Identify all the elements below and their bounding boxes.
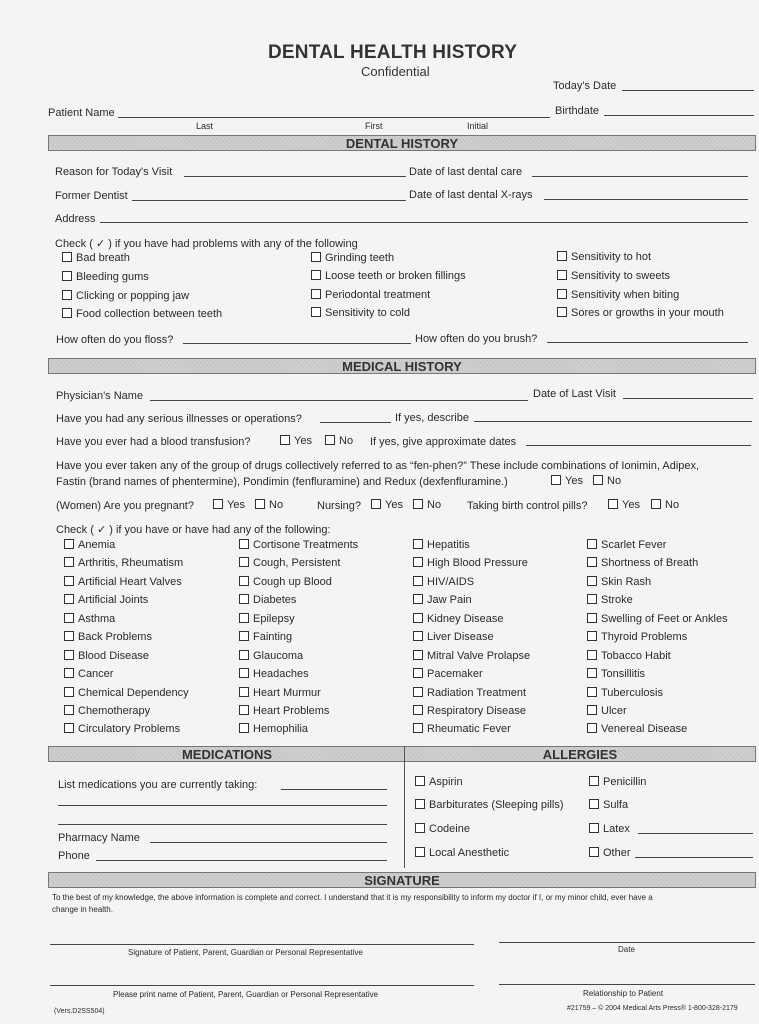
checkbox[interactable] xyxy=(415,847,425,857)
checkbox-label: Yes xyxy=(227,499,245,511)
condition-item[interactable] xyxy=(587,576,651,588)
checkbox[interactable] xyxy=(557,289,567,299)
checkbox[interactable] xyxy=(239,613,249,623)
form-title: DENTAL HEALTH HISTORY xyxy=(268,42,518,63)
nursing-no[interactable] xyxy=(413,499,441,511)
birth-control-label: Taking birth control pills? xyxy=(467,500,588,512)
checkbox[interactable] xyxy=(213,499,223,509)
condition-item[interactable] xyxy=(64,539,115,551)
condition-item[interactable] xyxy=(239,613,295,625)
nursing-label: Nursing? xyxy=(317,500,362,512)
describe-label: If yes, describe xyxy=(395,412,469,424)
checkbox-label: Chemical Dependency xyxy=(78,687,189,699)
print-name-caption: Please print name of Patient, Parent, Guardian or Personal Representative xyxy=(113,990,379,999)
checkbox-label: Cortisone Treatments xyxy=(253,539,359,551)
checkbox-label: Sores or growths in your mouth xyxy=(571,307,724,319)
allergy-item[interactable] xyxy=(589,799,628,811)
checkbox[interactable] xyxy=(413,613,423,623)
checkbox-label: Artificial Joints xyxy=(78,594,149,606)
checkbox-label: Latex xyxy=(603,823,630,835)
condition-item[interactable] xyxy=(239,631,292,643)
checkbox[interactable] xyxy=(589,847,599,857)
latex-field[interactable] xyxy=(638,833,753,834)
last-care-label: Date of last dental care xyxy=(409,166,523,178)
dental-history-header xyxy=(48,135,756,151)
checkbox[interactable] xyxy=(239,705,249,715)
condition-item[interactable] xyxy=(413,668,483,680)
checkbox[interactable] xyxy=(608,499,618,509)
physician-label: Physician's Name xyxy=(56,390,144,402)
describe-field[interactable] xyxy=(474,421,752,422)
checkbox[interactable] xyxy=(239,539,249,549)
checkbox[interactable] xyxy=(587,723,597,733)
condition-item[interactable] xyxy=(587,705,627,717)
checkbox[interactable] xyxy=(64,613,74,623)
checkbox-label: Yes xyxy=(622,499,640,511)
other-allergy-field[interactable] xyxy=(635,857,753,858)
checkbox[interactable] xyxy=(587,576,597,586)
checkbox[interactable] xyxy=(239,631,249,641)
checkbox-label: Other xyxy=(603,847,631,859)
condition-item[interactable] xyxy=(64,631,152,643)
checkbox-label: Stroke xyxy=(601,594,633,606)
birthdate-field[interactable] xyxy=(604,115,754,116)
physician-field[interactable] xyxy=(150,400,528,401)
checkbox-label: Tonsillitis xyxy=(601,668,646,680)
condition-item[interactable] xyxy=(64,594,148,606)
last-xrays-field[interactable] xyxy=(544,199,748,200)
checkbox-label: Yes xyxy=(565,475,583,487)
checkbox[interactable] xyxy=(413,576,423,586)
checkbox[interactable] xyxy=(587,594,597,604)
last-care-field[interactable] xyxy=(532,176,748,177)
condition-item[interactable] xyxy=(587,613,728,625)
checkbox[interactable] xyxy=(589,799,599,809)
checkbox-label: Yes xyxy=(385,499,403,511)
allergy-item[interactable] xyxy=(589,776,646,788)
checkbox[interactable] xyxy=(587,687,597,697)
condition-item[interactable] xyxy=(64,687,189,699)
condition-item[interactable] xyxy=(413,631,494,643)
checkbox-item[interactable] xyxy=(557,289,679,301)
fenphen-line-1: Have you ever taken any of the group of drugs collectively referred to as “fen-phen?” These include combinations of Ionimin, Adipex, xyxy=(56,460,700,472)
signature-statement-2: change in health. xyxy=(52,905,113,914)
checkbox-label: Fainting xyxy=(253,631,293,643)
checkbox-label: Heart Murmur xyxy=(253,687,321,699)
birth-control-no[interactable] xyxy=(651,499,679,511)
reason-label: Reason for Today's Visit xyxy=(55,166,173,178)
allergy-item[interactable] xyxy=(589,847,631,859)
condition-item[interactable] xyxy=(413,594,472,606)
checkbox-label: Headaches xyxy=(253,668,309,680)
fenphen-no[interactable] xyxy=(593,475,621,487)
address-field[interactable] xyxy=(100,222,748,223)
transfusion-yes[interactable] xyxy=(280,435,312,447)
checkbox[interactable] xyxy=(311,252,321,262)
condition-item[interactable] xyxy=(64,650,149,662)
checkbox[interactable] xyxy=(239,650,249,660)
checkbox[interactable] xyxy=(371,499,381,509)
checkbox[interactable] xyxy=(415,776,425,786)
print-name-field[interactable] xyxy=(50,985,474,986)
condition-item[interactable] xyxy=(413,557,528,569)
condition-item[interactable] xyxy=(239,557,340,569)
condition-item[interactable] xyxy=(413,705,526,717)
checkbox-label: Sensitivity to sweets xyxy=(571,270,671,282)
initial-caption: Initial xyxy=(467,121,489,131)
checkbox[interactable] xyxy=(64,631,74,641)
checkbox[interactable] xyxy=(239,687,249,697)
checkbox-item[interactable] xyxy=(62,252,130,264)
checkbox-label: Bad breath xyxy=(76,252,130,264)
last-name-caption: Last xyxy=(196,121,214,131)
condition-item[interactable] xyxy=(239,539,358,551)
checkbox[interactable] xyxy=(415,823,425,833)
condition-item[interactable] xyxy=(239,668,309,680)
checkbox[interactable] xyxy=(239,557,249,567)
condition-item[interactable] xyxy=(64,668,113,680)
checkbox-label: Arthritis, Rheumatism xyxy=(78,557,184,569)
condition-item[interactable] xyxy=(587,723,687,735)
condition-item[interactable] xyxy=(239,650,303,662)
condition-item[interactable] xyxy=(239,594,296,606)
reason-field[interactable] xyxy=(184,176,406,177)
condition-item[interactable] xyxy=(413,650,530,662)
checkbox[interactable] xyxy=(62,271,72,281)
checkbox-label: Pacemaker xyxy=(427,668,483,680)
checkbox-label: Tobacco Habit xyxy=(601,650,671,662)
checkbox-label: Mitral Valve Prolapse xyxy=(427,650,531,662)
version-text: (Vers.D2SS504) xyxy=(54,1008,105,1015)
checkbox[interactable] xyxy=(64,650,74,660)
checkbox-label: Periodontal treatment xyxy=(325,289,431,301)
checkbox-label: No xyxy=(665,499,680,511)
checkbox[interactable] xyxy=(587,557,597,567)
checkbox[interactable] xyxy=(413,539,423,549)
checkbox-label: Anemia xyxy=(78,539,116,551)
medications-allergies-header xyxy=(48,746,756,762)
pharmacy-field[interactable] xyxy=(150,842,387,843)
checkbox[interactable] xyxy=(64,723,74,733)
signature-caption: Signature of Patient, Parent, Guardian or Personal Representative xyxy=(128,948,363,957)
condition-item[interactable] xyxy=(413,687,526,699)
checkbox[interactable] xyxy=(64,594,74,604)
checkbox[interactable] xyxy=(62,308,72,318)
checkbox-label: Bleeding gums xyxy=(76,271,149,283)
checkbox-label: No xyxy=(269,499,284,511)
relationship-field[interactable] xyxy=(499,984,755,985)
checkbox-label: Artificial Heart Valves xyxy=(78,576,182,588)
checkbox-label: Glaucoma xyxy=(253,650,304,662)
checkbox[interactable] xyxy=(239,723,249,733)
checkbox[interactable] xyxy=(64,668,74,678)
transfusion-no[interactable] xyxy=(325,435,353,447)
nursing-yes[interactable] xyxy=(371,499,403,511)
checkbox-label: Aspirin xyxy=(429,776,463,788)
phone-label: Phone xyxy=(58,850,90,862)
checkbox[interactable] xyxy=(587,705,597,715)
condition-item[interactable] xyxy=(239,576,332,588)
checkbox-label: No xyxy=(427,499,442,511)
date-caption: Date xyxy=(618,945,635,954)
checkbox[interactable] xyxy=(557,307,567,317)
checkbox[interactable] xyxy=(413,499,423,509)
checkbox-label: Ulcer xyxy=(601,705,627,717)
last-visit-field[interactable] xyxy=(623,398,753,399)
todays-date-label: Today's Date xyxy=(553,80,617,92)
checkbox-label: Cancer xyxy=(78,668,114,680)
checkbox-item[interactable] xyxy=(557,270,670,282)
brush-field[interactable] xyxy=(547,342,748,343)
birthdate-label: Birthdate xyxy=(555,105,600,117)
checkbox-label: Sensitivity to hot xyxy=(571,251,652,263)
checkbox[interactable] xyxy=(311,289,321,299)
checkbox-label: Circulatory Problems xyxy=(78,723,181,735)
checkbox-label: No xyxy=(607,475,622,487)
last-xrays-label: Date of last dental X-rays xyxy=(409,189,533,201)
medical-check-prompt: Check ( ✓ ) if you have or have had any of the following: xyxy=(56,524,331,536)
checkbox-label: Diabetes xyxy=(253,594,297,606)
checkbox[interactable] xyxy=(239,668,249,678)
patient-name-label: Patient Name xyxy=(48,107,115,119)
checkbox-item[interactable] xyxy=(62,271,149,283)
copyright-text: #21759 – © 2004 Medical Arts Press® 1-800-328-2179 xyxy=(567,1005,738,1012)
checkbox[interactable] xyxy=(413,705,423,715)
checkbox-label: Respiratory Disease xyxy=(427,705,527,717)
medications-title: MEDICATIONS xyxy=(181,747,273,762)
last-visit-label: Date of Last Visit xyxy=(533,388,616,400)
checkbox-item[interactable] xyxy=(311,289,430,301)
checkbox[interactable] xyxy=(413,557,423,567)
condition-item[interactable] xyxy=(64,576,182,588)
condition-item[interactable] xyxy=(64,723,180,735)
medication-field-1[interactable] xyxy=(281,789,387,790)
checkbox-label: Sensitivity to cold xyxy=(325,307,410,319)
checkbox[interactable] xyxy=(587,650,597,660)
medication-field-2[interactable] xyxy=(58,805,387,806)
birth-control-yes[interactable] xyxy=(608,499,640,511)
condition-item[interactable] xyxy=(413,539,470,551)
checkbox[interactable] xyxy=(64,539,74,549)
checkbox-label: Hemophilia xyxy=(253,723,309,735)
checkbox[interactable] xyxy=(587,668,597,678)
checkbox-label: Hepatitis xyxy=(427,539,470,551)
checkbox-label: Liver Disease xyxy=(427,631,494,643)
signature-header xyxy=(48,872,756,888)
condition-item[interactable] xyxy=(587,687,663,699)
checkbox[interactable] xyxy=(311,307,321,317)
checkbox-label: High Blood Pressure xyxy=(427,557,528,569)
condition-item[interactable] xyxy=(587,539,666,551)
checkbox-label: Barbiturates (Sleeping pills) xyxy=(429,799,564,811)
condition-item[interactable] xyxy=(239,705,329,717)
checkbox[interactable] xyxy=(413,723,423,733)
signature-field[interactable] xyxy=(50,944,474,945)
checkbox-label: Epilepsy xyxy=(253,613,295,625)
allergy-item[interactable] xyxy=(415,799,564,811)
checkbox-label: Venereal Disease xyxy=(601,723,688,735)
relationship-caption: Relationship to Patient xyxy=(583,989,664,998)
column-divider xyxy=(404,746,405,868)
checkbox[interactable] xyxy=(651,499,661,509)
checkbox[interactable] xyxy=(587,631,597,641)
pregnant-label: (Women) Are you pregnant? xyxy=(56,500,194,512)
checkbox-label: Asthma xyxy=(78,613,116,625)
checkbox-label: HIV/AIDS xyxy=(427,576,475,588)
checkbox-label: Codeine xyxy=(429,823,470,835)
todays-date-field[interactable] xyxy=(622,90,754,91)
checkbox[interactable] xyxy=(413,668,423,678)
dates-field[interactable] xyxy=(526,445,751,446)
condition-item[interactable] xyxy=(64,705,150,717)
condition-item[interactable] xyxy=(64,557,183,569)
allergy-item[interactable] xyxy=(415,847,509,859)
allergy-item[interactable] xyxy=(415,776,463,788)
dates-label: If yes, give approximate dates xyxy=(370,436,517,448)
checkbox-label: Cough, Persistent xyxy=(253,557,341,569)
fenphen-yes[interactable] xyxy=(551,475,583,487)
checkbox[interactable] xyxy=(325,435,335,445)
checkbox-label: Radiation Treatment xyxy=(427,687,527,699)
allergy-item[interactable] xyxy=(415,823,470,835)
checkbox-item[interactable] xyxy=(311,307,410,319)
brush-label: How often do you brush? xyxy=(415,333,538,345)
checkbox-label: Heart Problems xyxy=(253,705,330,717)
floss-label: How often do you floss? xyxy=(56,334,174,346)
checkbox-item[interactable] xyxy=(311,252,394,264)
first-name-caption: First xyxy=(365,121,383,131)
checkbox[interactable] xyxy=(593,475,603,485)
checkbox[interactable] xyxy=(413,594,423,604)
fenphen-line-2: Fastin (brand names of phentermine), Pondimin (fenfluramine) and Redux (dexfenfluramine.) xyxy=(56,476,508,488)
condition-item[interactable] xyxy=(587,594,633,606)
checkbox-label: Clicking or popping jaw xyxy=(76,290,190,302)
checkbox[interactable] xyxy=(413,650,423,660)
medical-history-header xyxy=(48,358,756,374)
floss-field[interactable] xyxy=(183,343,411,344)
checkbox-item[interactable] xyxy=(62,308,222,320)
signature-date-field[interactable] xyxy=(499,942,755,943)
checkbox-label: Back Problems xyxy=(78,631,152,643)
checkbox-label: Rheumatic Fever xyxy=(427,723,511,735)
medications-list-label: List medications you are currently taking: xyxy=(58,779,258,791)
medical-history-title: MEDICAL HISTORY xyxy=(342,359,462,374)
checkbox-label: Yes xyxy=(294,435,312,447)
checkbox-label: Loose teeth or broken fillings xyxy=(325,270,466,282)
checkbox-label: Blood Disease xyxy=(78,650,149,662)
checkbox-label: Jaw Pain xyxy=(427,594,472,606)
condition-item[interactable] xyxy=(587,668,645,680)
checkbox-label: Food collection between teeth xyxy=(76,308,223,320)
checkbox-label: Kidney Disease xyxy=(427,613,504,625)
checkbox[interactable] xyxy=(280,435,290,445)
illness-label: Have you had any serious illnesses or operations? xyxy=(56,413,302,425)
condition-item[interactable] xyxy=(413,576,474,588)
checkbox-label: Tuberculosis xyxy=(601,687,663,699)
checkbox[interactable] xyxy=(589,776,599,786)
checkbox[interactable] xyxy=(64,557,74,567)
medication-field-3[interactable] xyxy=(58,824,387,825)
dental-history-title: DENTAL HISTORY xyxy=(345,136,459,151)
checkbox[interactable] xyxy=(415,799,425,809)
checkbox-label: Shortness of Breath xyxy=(601,557,699,569)
condition-item[interactable] xyxy=(239,687,321,699)
checkbox-item[interactable] xyxy=(311,270,466,282)
checkbox[interactable] xyxy=(255,499,265,509)
form-subtitle: Confidential xyxy=(361,64,430,79)
checkbox-label: Scarlet Fever xyxy=(601,539,667,551)
condition-item[interactable] xyxy=(587,650,671,662)
checkbox[interactable] xyxy=(62,290,72,300)
condition-item[interactable] xyxy=(239,723,308,735)
condition-item[interactable] xyxy=(413,613,503,625)
checkbox-label: Local Anesthetic xyxy=(429,847,510,859)
checkbox-label: Sulfa xyxy=(603,799,629,811)
checkbox[interactable] xyxy=(587,539,597,549)
checkbox-item[interactable] xyxy=(62,290,189,302)
checkbox[interactable] xyxy=(64,705,74,715)
checkbox-item[interactable] xyxy=(557,251,651,263)
checkbox-label: Sensitivity when biting xyxy=(571,289,680,301)
checkbox-label: No xyxy=(339,435,354,447)
pregnant-no[interactable] xyxy=(255,499,283,511)
pregnant-yes[interactable] xyxy=(213,499,245,511)
condition-item[interactable] xyxy=(413,723,511,735)
checkbox[interactable] xyxy=(64,687,74,697)
checkbox[interactable] xyxy=(239,576,249,586)
checkbox[interactable] xyxy=(311,270,321,280)
checkbox-label: Penicillin xyxy=(603,776,647,788)
signature-title: SIGNATURE xyxy=(364,873,440,888)
checkbox[interactable] xyxy=(587,613,597,623)
former-dentist-label: Former Dentist xyxy=(55,190,128,202)
condition-item[interactable] xyxy=(587,631,687,643)
checkbox-item[interactable] xyxy=(557,307,724,319)
checkbox[interactable] xyxy=(589,823,599,833)
phone-field[interactable] xyxy=(96,860,387,861)
checkbox-label: Swelling of Feet or Ankles xyxy=(601,613,728,625)
checkbox[interactable] xyxy=(413,631,423,641)
allergy-item[interactable] xyxy=(589,823,630,835)
checkbox-label: Grinding teeth xyxy=(325,252,395,264)
checkbox[interactable] xyxy=(413,687,423,697)
dental-check-prompt: Check ( ✓ ) if you have had problems with any of the following xyxy=(55,238,358,250)
checkbox[interactable] xyxy=(557,251,567,261)
checkbox[interactable] xyxy=(557,270,567,280)
former-dentist-field[interactable] xyxy=(132,200,406,201)
address-label: Address xyxy=(55,213,96,225)
illness-field[interactable] xyxy=(320,422,391,423)
allergies-title: ALLERGIES xyxy=(542,747,618,762)
condition-item[interactable] xyxy=(64,613,115,625)
checkbox[interactable] xyxy=(551,475,561,485)
condition-item[interactable] xyxy=(587,557,698,569)
patient-name-field[interactable] xyxy=(118,117,550,118)
checkbox[interactable] xyxy=(64,576,74,586)
checkbox[interactable] xyxy=(62,252,72,262)
checkbox-label: Chemotherapy xyxy=(78,705,151,717)
signature-statement-1: To the best of my knowledge, the above information is complete and correct. I understand that it is my responsibility to inform my doctor if I, or my minor child, ever have a xyxy=(52,893,653,902)
checkbox-label: Cough up Blood xyxy=(253,576,332,588)
transfusion-label: Have you ever had a blood transfusion? xyxy=(56,436,251,448)
checkbox-label: Skin Rash xyxy=(601,576,652,588)
checkbox-label: Thyroid Problems xyxy=(601,631,688,643)
checkbox[interactable] xyxy=(239,594,249,604)
pharmacy-label: Pharmacy Name xyxy=(58,832,140,844)
